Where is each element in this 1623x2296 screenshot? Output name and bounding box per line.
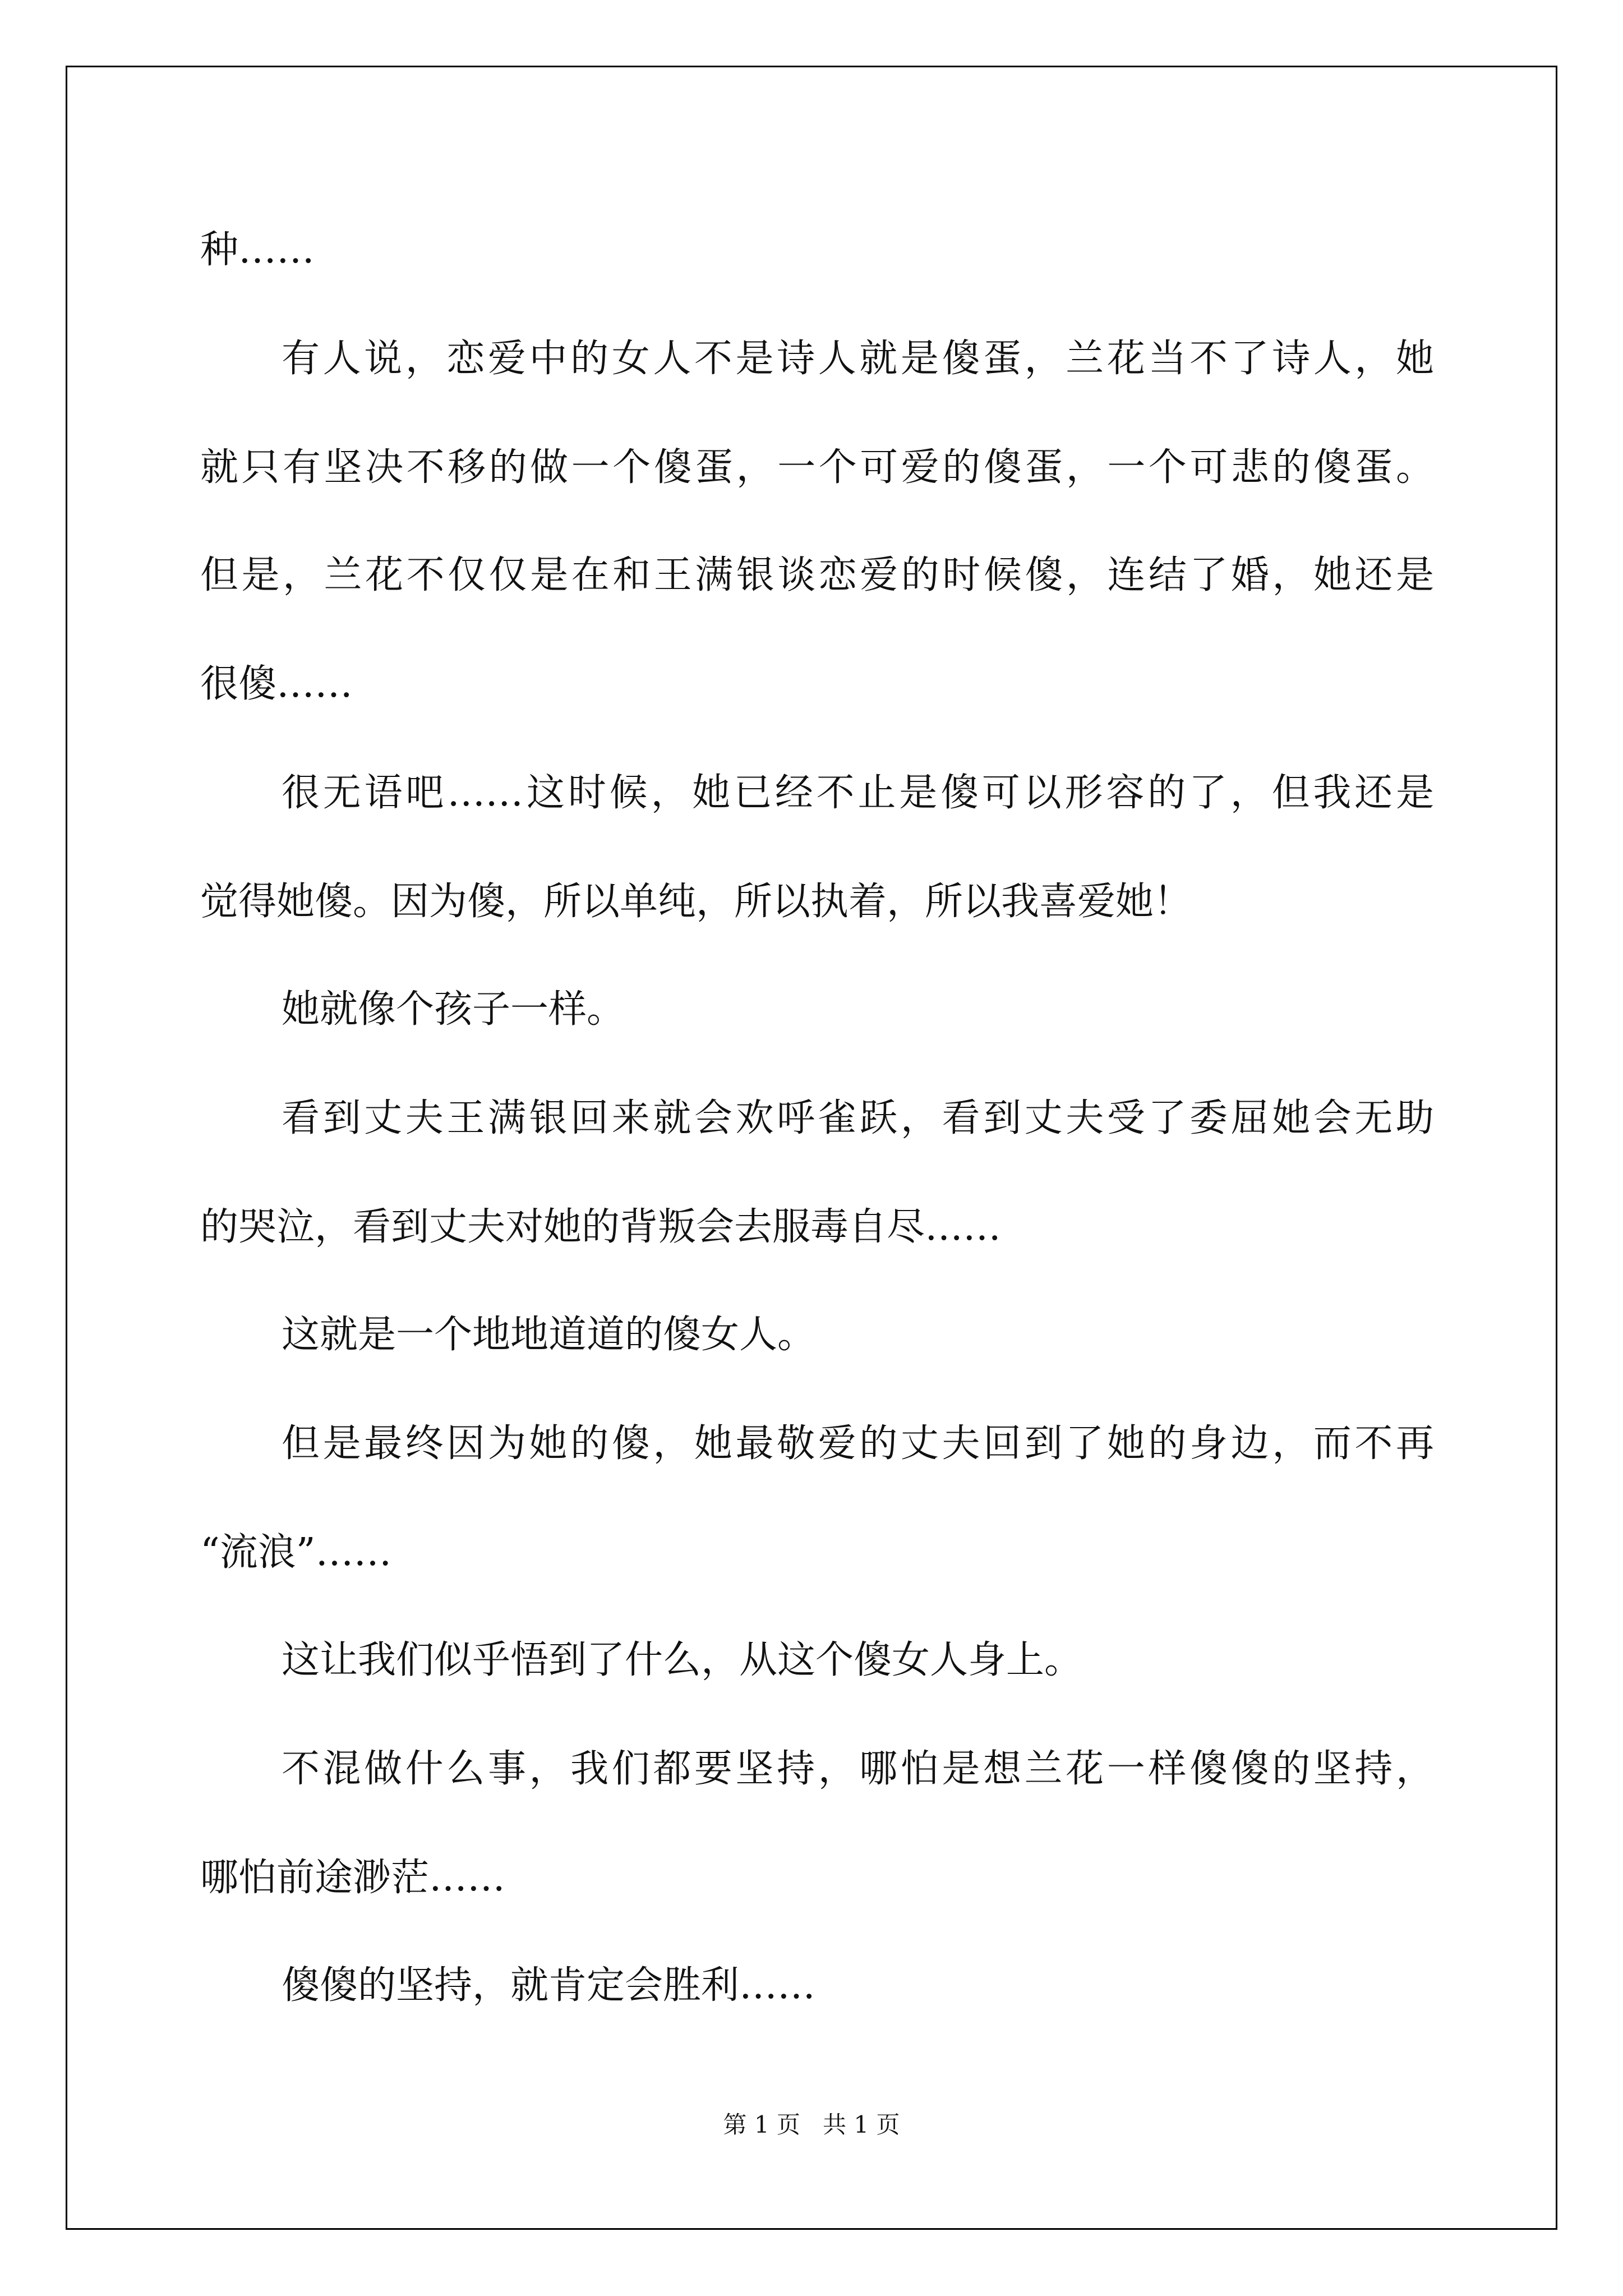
text-line: 不混做什么事，我们都要坚持，哪怕是想兰花一样傻傻的坚持， xyxy=(282,1747,1434,1791)
text-line: 看到丈夫王满银回来就会欢呼雀跃，看到丈夫受了委屈她会无助 xyxy=(282,1096,1434,1140)
text-line: 种…… xyxy=(200,228,315,272)
page-total: 共 1 页 xyxy=(823,2111,900,2138)
text-line: 这让我们似乎悟到了什么，从这个傻女人身上。 xyxy=(282,1638,1083,1682)
text-line: 但是，兰花不仅仅是在和王满银谈恋爱的时候傻，连结了婚，她还是 xyxy=(200,553,1434,597)
page-border xyxy=(66,66,1557,2230)
text-line: 哪怕前途渺茫…… xyxy=(200,1856,506,1900)
text-line: 就只有坚决不移的做一个傻蛋，一个可爱的傻蛋，一个可悲的傻蛋。 xyxy=(200,445,1434,490)
page-number: 第 1 页 xyxy=(723,2111,800,2138)
text-line: 觉得她傻。因为傻，所以单纯，所以执着，所以我喜爱她！ xyxy=(200,880,1192,924)
text-line: 很傻…… xyxy=(200,662,353,706)
text-line: “流浪”…… xyxy=(200,1530,392,1575)
text-line: 这就是一个地地道道的傻女人。 xyxy=(282,1313,816,1357)
page-footer xyxy=(0,2113,1623,2137)
text-line: 傻傻的坚持，就肯定会胜利…… xyxy=(282,1963,816,2008)
text-line: 有人说，恋爱中的女人不是诗人就是傻蛋，兰花当不了诗人，她 xyxy=(282,337,1434,381)
text-line: 的哭泣，看到丈夫对她的背叛会去服毒自尽…… xyxy=(200,1205,1002,1249)
text-line: 但是最终因为她的傻，她最敬爱的丈夫回到了她的身边，而不再 xyxy=(282,1421,1434,1466)
text-line: 很无语吧……这时候，她已经不止是傻可以形容的了，但我还是 xyxy=(282,771,1434,815)
text-line: 她就像个孩子一样。 xyxy=(282,987,625,1032)
